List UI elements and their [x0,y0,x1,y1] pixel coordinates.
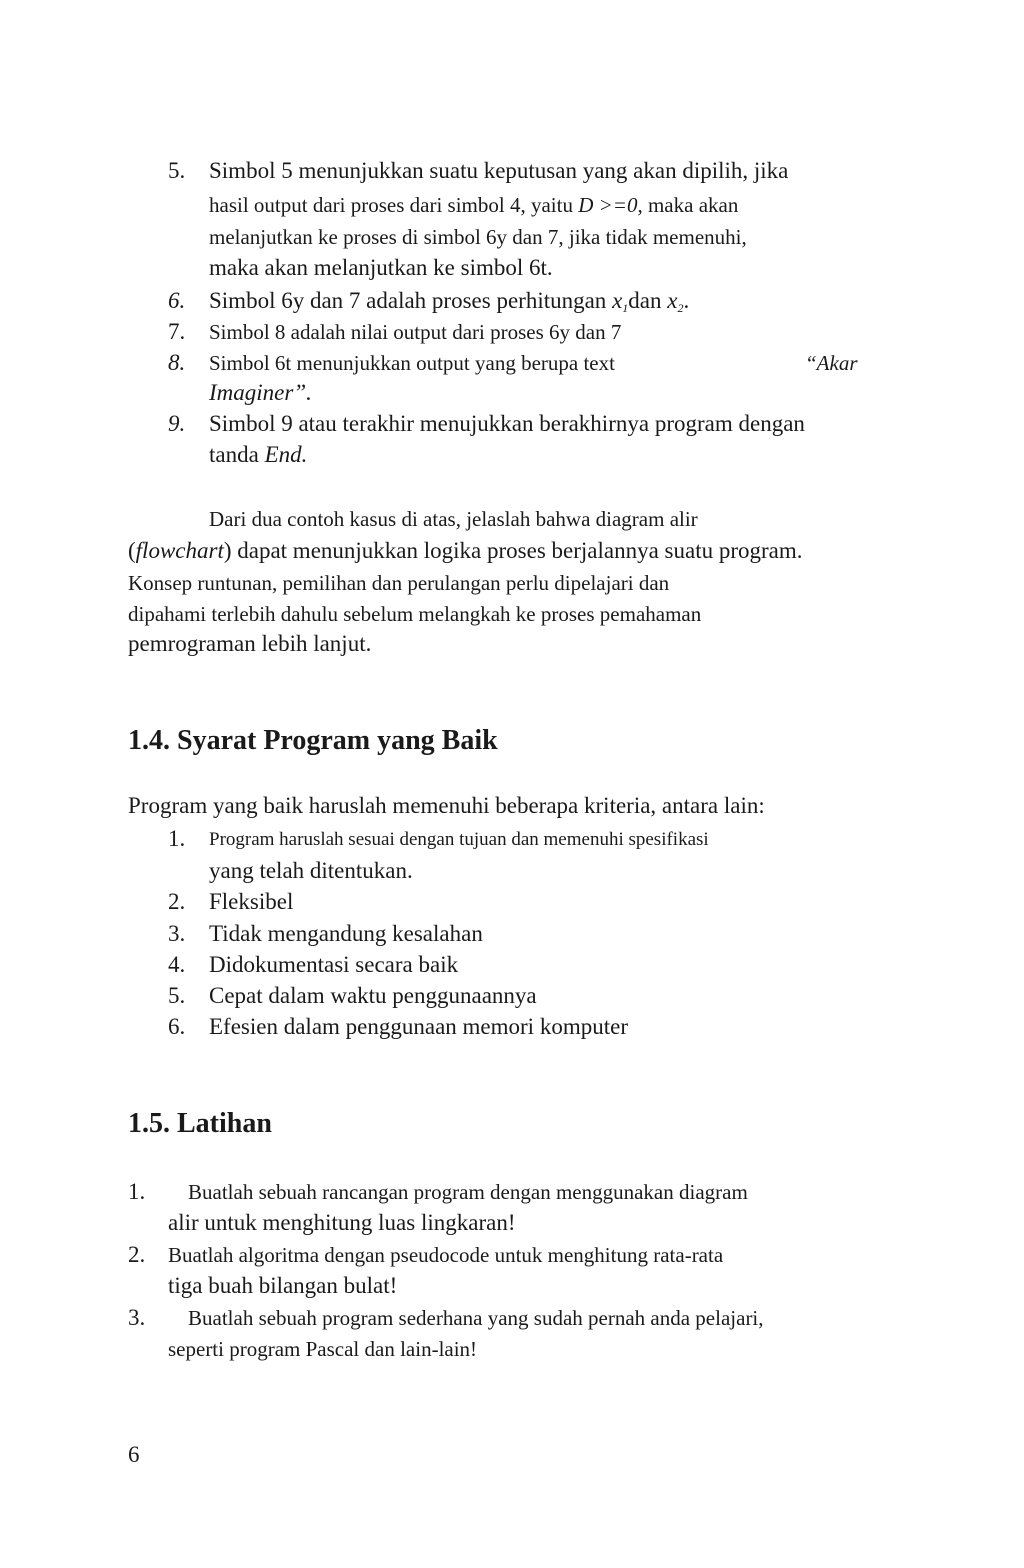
list-item-text: Didokumentasi secara baik [209,952,459,977]
list-item-text: tanda End. [209,442,308,467]
list-item-text: Fleksibel [209,889,294,914]
list-item-text: yang telah ditentukan. [209,858,413,883]
list-number: 5. [168,983,186,1008]
list-item-text: Cepat dalam waktu penggunaannya [209,983,537,1008]
list-number: 3. [128,1305,146,1330]
list-item-text: Simbol 6y dan 7 adalah proses perhitungan $x_1dan$ $x_2$. [209,288,690,315]
list-item-text: Simbol 6t menunjukkan output yang berupa text [209,351,615,375]
section-heading: 1.4. Syarat Program yang Baik [128,725,498,756]
section-heading: 1.5. Latihan [128,1108,272,1139]
list-item-text: hasil output dari proses dari simbol 4, yaitu D >=0, maka akan [209,193,739,217]
list-item-text: seperti program Pascal dan lain-lain! [168,1337,478,1361]
list-number: 1. [168,826,186,851]
list-item-text: Simbol 5 menunjukkan suatu keputusan yang akan dipilih, jika [209,158,789,183]
list-item-text: alir untuk menghitung luas lingkaran! [168,1210,516,1235]
list-number: 3. [168,921,186,946]
list-item-text: Program haruslah sesuai dengan tujuan dan memenuhi spesifikasi [209,829,709,850]
list-item-text: Simbol 9 atau terakhir menujukkan berakhirnya program dengan [209,411,805,436]
list-number: 9. [168,411,186,436]
list-item-text: Buatlah sebuah program sederhana yang sudah pernah anda pelajari, [188,1306,764,1330]
list-number: 6. [168,288,186,313]
list-number: 1. [128,1179,146,1204]
paragraph-line: Konsep runtunan, pemilihan dan perulangan perlu dipelajari dan [128,571,670,595]
list-item-text: maka akan melanjutkan ke simbol 6t. [209,255,553,280]
list-number: 7. [168,319,186,344]
list-item-text: melanjutkan ke proses di simbol 6y dan 7, jika tidak memenuhi, [209,225,747,249]
list-item-text: Buatlah algoritma dengan pseudocode untuk menghitung rata-rata [168,1243,724,1267]
list-number: 5. [168,158,186,183]
list-item-text: tiga buah bilangan bulat! [168,1273,398,1298]
list-number: 2. [128,1242,146,1267]
list-number: 2. [168,889,186,914]
list-number: 8. [168,350,186,375]
paragraph-line: pemrograman lebih lanjut. [128,631,372,656]
list-number: 6. [168,1014,186,1039]
paragraph-line: dipahami terlebih dahulu sebelum melangkah ke proses pemahaman [128,602,702,626]
list-number: 4. [168,952,186,977]
list-item-text: Efesien dalam penggunaan memori komputer [209,1014,628,1039]
page-number: 6 [128,1442,140,1467]
section-intro: Program yang baik haruslah memenuhi beberapa kriteria, antara lain: [128,793,765,818]
paragraph-line: Dari dua contoh kasus di atas, jelaslah bahwa diagram alir [209,507,698,531]
list-item-text: Tidak mengandung kesalahan [209,921,483,946]
list-item-text: Imaginer”. [209,380,312,405]
list-item-text: Simbol 8 adalah nilai output dari proses 6y dan 7 [209,320,622,344]
list-item-text: “Akar [805,351,858,375]
list-item-text: Buatlah sebuah rancangan program dengan menggunakan diagram [188,1180,748,1204]
paragraph-line: (flowchart) dapat menunjukkan logika proses berjalannya suatu program. [128,538,803,563]
